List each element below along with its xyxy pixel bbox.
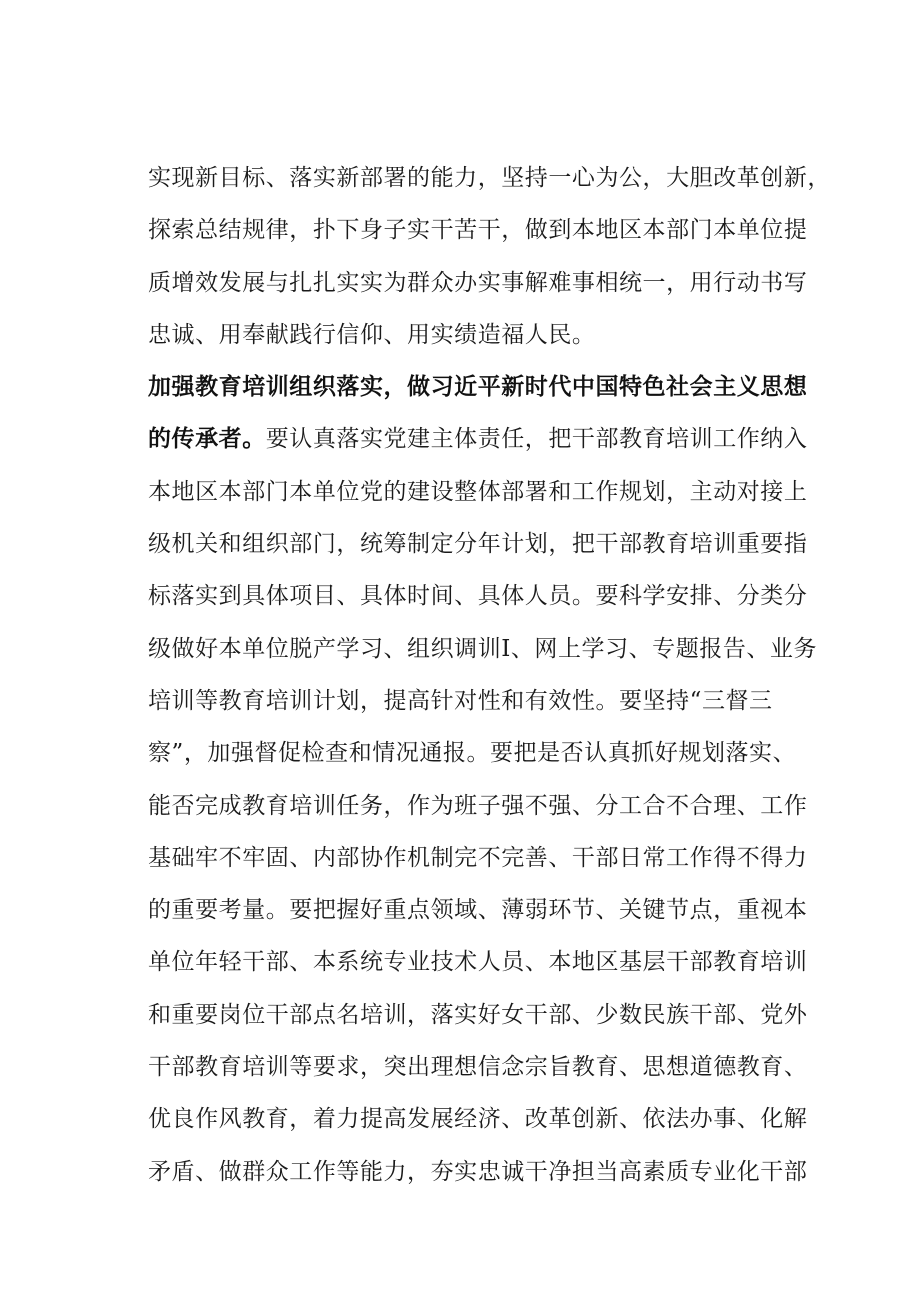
paragraph-1-line-3: 质增效发展与扎扎实实为群众办实事解难事相统一，用行动书写: [148, 269, 808, 296]
paragraph-2-line-15: 优良作风教育，着力提高发展经济、改革创新、依法办事、化解: [148, 1106, 808, 1133]
document-body: [148, 152, 831, 1198]
paragraph-2-line-4: 级机关和组织部门，统筹制定分年计划，把干部教育培训重要指: [148, 531, 808, 558]
paragraph-1-line-4: 忠诚、用奉献践行信仰、用实绩造福人民。: [148, 321, 596, 348]
paragraph-2-line-7: 培训等教育培训计划，提高针对性和有效性。要坚持“三督三: [148, 687, 773, 714]
paragraph-2-line-9: 能否完成教育培训任务，作为班子强不强、分工合不合理、工作: [148, 792, 808, 819]
paragraph-2-heading-line-1: 加强教育培训组织落实，做习近平新时代中国特色社会主义思想: [148, 373, 808, 401]
paragraph-2-line-12: 单位年轻干部、本系统专业技术人员、本地区基层干部教育培训: [148, 949, 808, 976]
paragraph-2-line-16: 矛盾、做群众工作等能力，夯实忠诚干净担当高素质专业化干部: [148, 1158, 808, 1185]
paragraph-2-line-2: [148, 413, 808, 465]
paragraph-2-line-10: 基础牢不牢固、内部协作机制完不完善、干部日常工作得不得力: [148, 844, 808, 871]
paragraph-1-line-2: 探索总结规律，扑下身子实干苦干，做到本地区本部门本单位提: [148, 217, 808, 244]
paragraph-2-heading-tail: 的传承者。: [148, 425, 266, 453]
paragraph-2-line-13: 和重要岗位干部点名培训，落实好女干部、少数民族干部、党外: [148, 1001, 808, 1028]
paragraph-2-line-3: 本地区本部门本单位党的建设整体部署和工作规划，主动对接上: [148, 478, 808, 505]
paragraph-2-line-5: 标落实到具体项目、具体时间、具体人员。要科学安排、分类分: [148, 583, 808, 610]
paragraph-2-line-6: 级做好本单位脱产学习、组织调训I、网上学习、专题报告、业务: [148, 635, 818, 662]
paragraph-2-line-8: 察”，加强督促检查和情况通报。要把是否认真抓好规划落实、: [148, 740, 797, 767]
paragraph-1-line-1: 实现新目标、落实新部署的能力，坚持一心为公，大胆改革创新，: [148, 165, 831, 191]
paragraph-2-line-2-text: 要认真落实党建主体责任，把干部教育培训工作纳入: [265, 426, 808, 453]
paragraph-2-line-14: 干部教育培训等要求，突出理想信念宗旨教育、思想道德教育、: [148, 1054, 808, 1081]
paragraph-2-line-11: 的重要考量。要把握好重点领域、薄弱环节、关键节点，重视本: [148, 897, 808, 924]
